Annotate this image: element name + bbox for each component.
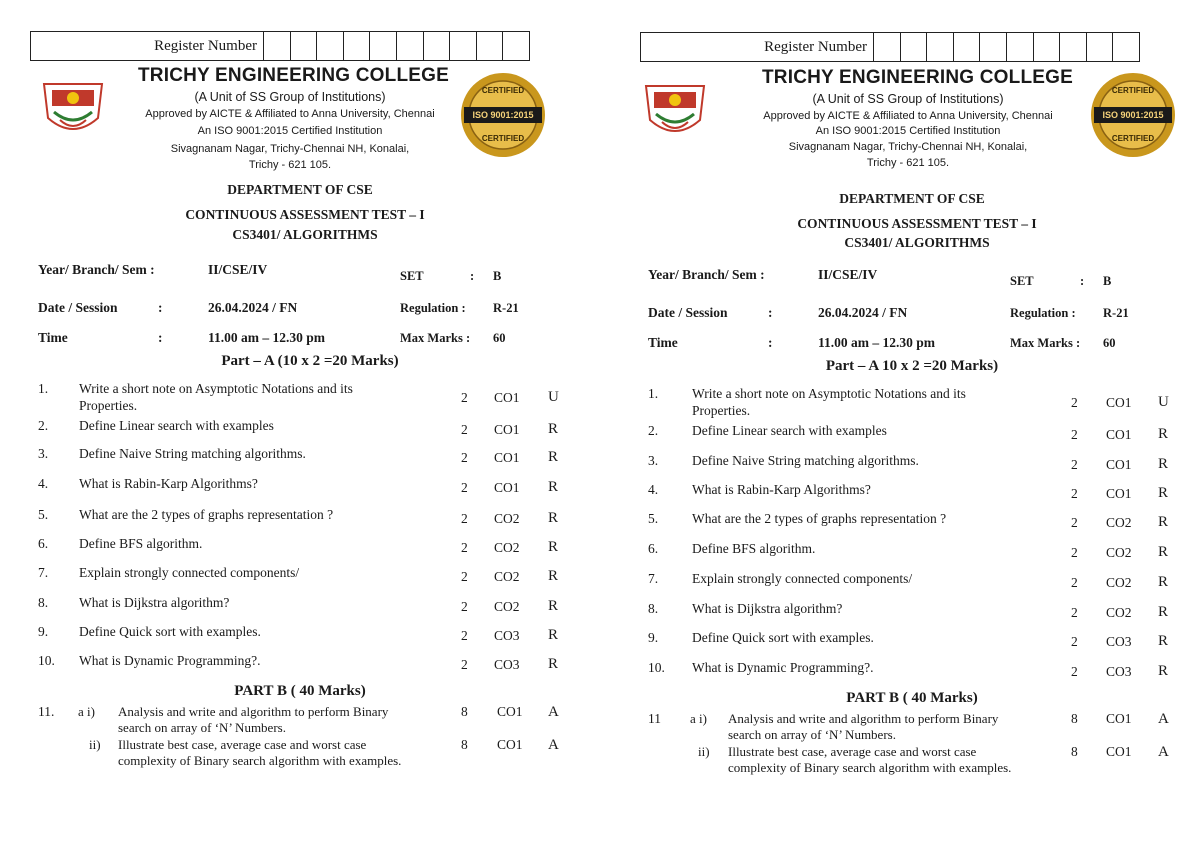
- question-number: 6.: [648, 541, 659, 556]
- regulation-label: Regulation :: [400, 301, 466, 315]
- question-co: CO1: [1106, 457, 1132, 472]
- register-digit-cell[interactable]: [397, 32, 424, 60]
- question-text: Explain strongly connected components/: [692, 571, 913, 586]
- question-marks: 8: [461, 737, 468, 752]
- question-number: 10.: [648, 660, 665, 675]
- seal-middle-text: ISO 9001:2015: [1102, 110, 1164, 120]
- question-co: CO1: [1106, 395, 1132, 410]
- question-marks: 8: [1071, 744, 1078, 759]
- iso-certified-seal: [1090, 72, 1176, 158]
- question-paper-left: [0, 0, 590, 849]
- question-co: CO2: [494, 569, 520, 584]
- question-number: 8.: [38, 595, 49, 610]
- date-colon: :: [158, 300, 163, 315]
- college-address-line1: Sivagnanam Nagar, Trichy-Chennai NH, Konalai,: [170, 143, 410, 155]
- register-digit-cell[interactable]: [901, 33, 928, 61]
- question-text: Define BFS algorithm.: [79, 536, 203, 551]
- question-co: CO2: [1106, 605, 1132, 620]
- question-text: What is Dijkstra algorithm?: [79, 595, 230, 610]
- time-value: 11.00 am – 12.30 pm: [818, 335, 936, 350]
- maxmarks-value: 60: [493, 331, 506, 345]
- register-number-box: [640, 32, 1140, 62]
- question-number: 4.: [648, 482, 659, 497]
- set-label: SET: [1010, 274, 1034, 288]
- question-co: CO1: [494, 422, 520, 437]
- register-digit-cell[interactable]: [291, 32, 318, 60]
- time-label: Time: [648, 335, 678, 350]
- question-level: R: [1158, 604, 1169, 620]
- regulation-label: Regulation :: [1010, 306, 1076, 320]
- date-value: 26.04.2024 / FN: [818, 305, 908, 320]
- question-number: 2.: [648, 423, 659, 438]
- part-b-heading: PART B ( 40 Marks): [234, 683, 366, 699]
- question-level: R: [548, 479, 559, 495]
- register-number-label: Register Number: [641, 33, 874, 61]
- question-level: A: [1158, 711, 1169, 727]
- iso-certified-seal: [460, 72, 546, 158]
- question-text: What are the 2 types of graphs representation ?: [79, 507, 334, 522]
- register-digit-cell[interactable]: [1034, 33, 1061, 61]
- college-logo-icon: [642, 80, 708, 142]
- college-address-line2: Trichy - 621 105.: [866, 157, 950, 169]
- college-iso: An ISO 9001:2015 Certified Institution: [815, 125, 1001, 137]
- register-digit-cell[interactable]: [1113, 33, 1139, 61]
- year-value: II/CSE/IV: [818, 267, 878, 282]
- question-number: 1.: [648, 386, 659, 401]
- question-co: CO3: [1106, 664, 1132, 679]
- question-level: R: [1158, 663, 1169, 679]
- question-text-continued: complexity of Binary search algorithm with examples.: [728, 760, 1012, 775]
- question-co: CO2: [1106, 575, 1132, 590]
- college-address-line1: Sivagnanam Nagar, Trichy-Chennai NH, Konalai,: [788, 141, 1028, 153]
- question-text-continued: Properties.: [79, 398, 138, 413]
- college-iso: An ISO 9001:2015 Certified Institution: [197, 125, 383, 137]
- question-co: CO1: [1106, 427, 1132, 442]
- question-co: CO3: [494, 657, 520, 672]
- question-text: What is Dijkstra algorithm?: [692, 601, 843, 616]
- question-number: 2.: [38, 418, 49, 433]
- question-co: CO2: [494, 599, 520, 614]
- part-a-heading: Part – A (10 x 2 =20 Marks): [221, 353, 399, 369]
- question-text-continued: search on array of ‘N’ Numbers.: [728, 727, 896, 742]
- seal-bottom-text: CERTIFIED: [1111, 134, 1155, 143]
- set-colon: :: [1080, 274, 1085, 288]
- sub-question-label: a i): [690, 711, 707, 726]
- college-logo-icon: [40, 78, 106, 140]
- college-name: TRICHY ENGINEERING COLLEGE: [762, 67, 1073, 88]
- question-level: R: [1158, 485, 1169, 501]
- question-marks: 2: [1071, 575, 1078, 590]
- question-level: U: [548, 389, 559, 405]
- register-digit-cell[interactable]: [370, 32, 397, 60]
- question-level: R: [1158, 426, 1169, 442]
- regulation-value: R-21: [1103, 306, 1129, 320]
- time-colon: :: [768, 335, 773, 350]
- question-co: CO1: [497, 704, 523, 719]
- question-co: CO1: [494, 390, 520, 405]
- register-digit-cell[interactable]: [503, 32, 529, 60]
- register-digit-cell[interactable]: [477, 32, 504, 60]
- question-number: 7.: [38, 565, 49, 580]
- question-marks: 2: [461, 480, 468, 495]
- question-level: R: [548, 421, 559, 437]
- set-colon: :: [470, 269, 475, 283]
- question-number: 8.: [648, 601, 659, 616]
- question-text: What is Rabin-Karp Algorithms?: [692, 482, 871, 497]
- question-number: 3.: [38, 446, 49, 461]
- seal-bottom-text: CERTIFIED: [481, 134, 525, 143]
- question-text: Define BFS algorithm.: [692, 541, 816, 556]
- seal-top-text: CERTIFIED: [481, 86, 525, 95]
- question-co: CO2: [1106, 515, 1132, 530]
- maxmarks-label: Max Marks :: [1010, 336, 1081, 350]
- question-level: A: [1158, 744, 1169, 760]
- regulation-value: R-21: [493, 301, 519, 315]
- register-digit-cell[interactable]: [980, 33, 1007, 61]
- register-digit-cell[interactable]: [874, 33, 901, 61]
- question-level: R: [1158, 514, 1169, 530]
- set-label: SET: [400, 269, 424, 283]
- year-label: Year/ Branch/ Sem :: [648, 267, 765, 282]
- question-co: CO1: [1106, 711, 1132, 726]
- maxmarks-value: 60: [1103, 336, 1116, 350]
- college-address-line2: Trichy - 621 105.: [248, 159, 332, 171]
- question-marks: 2: [1071, 486, 1078, 501]
- question-text: What is Dynamic Programming?.: [79, 653, 261, 668]
- sub-question-label: a i): [78, 704, 95, 719]
- question-co: CO1: [497, 737, 523, 752]
- test-title: CONTINUOUS ASSESSMENT TEST – I: [797, 216, 1037, 231]
- question-text-continued: complexity of Binary search algorithm with examples.: [118, 753, 402, 768]
- question-number: 1.: [38, 381, 49, 396]
- question-number: 9.: [38, 624, 49, 639]
- question-marks: 2: [1071, 395, 1078, 410]
- seal-top-text: CERTIFIED: [1111, 86, 1155, 95]
- year-value: II/CSE/IV: [208, 262, 268, 277]
- date-value: 26.04.2024 / FN: [208, 300, 298, 315]
- question-text: Write a short note on Asymptotic Notations and its: [79, 381, 353, 396]
- register-number-box: [30, 31, 530, 61]
- part-b-heading: PART B ( 40 Marks): [846, 690, 978, 706]
- register-digit-cell[interactable]: [424, 32, 451, 60]
- question-marks: 2: [461, 628, 468, 643]
- question-text: Define Naive String matching algorithms.: [692, 453, 919, 468]
- question-level: R: [548, 539, 559, 555]
- question-number: 4.: [38, 476, 49, 491]
- college-unit: (A Unit of SS Group of Institutions): [194, 90, 386, 104]
- question-text: Illustrate best case, average case and worst case: [118, 737, 367, 752]
- department-title: DEPARTMENT OF CSE: [839, 191, 985, 206]
- question-text: Analysis and write and algorithm to perform Binary: [118, 704, 389, 719]
- question-marks: 2: [1071, 605, 1078, 620]
- part-a-heading: Part – A 10 x 2 =20 Marks): [825, 358, 999, 374]
- question-co: CO3: [494, 628, 520, 643]
- question-level: U: [1158, 394, 1169, 410]
- time-label: Time: [38, 330, 68, 345]
- question-text: Analysis and write and algorithm to perform Binary: [728, 711, 999, 726]
- college-approval: Approved by AICTE & Affiliated to Anna University, Chennai: [763, 110, 1053, 122]
- question-text-continued: Properties.: [692, 403, 751, 418]
- question-number: 6.: [38, 536, 49, 551]
- question-number: 11: [648, 711, 661, 726]
- question-level: R: [1158, 544, 1169, 560]
- year-label: Year/ Branch/ Sem :: [38, 262, 155, 277]
- question-co: CO1: [494, 450, 520, 465]
- question-text: Define Naive String matching algorithms.: [79, 446, 306, 461]
- question-text: Define Linear search with examples: [79, 418, 274, 433]
- question-marks: 2: [1071, 664, 1078, 679]
- question-level: R: [548, 449, 559, 465]
- time-colon: :: [158, 330, 163, 345]
- question-marks: 8: [461, 704, 468, 719]
- question-level: R: [548, 510, 559, 526]
- question-text: Define Linear search with examples: [692, 423, 887, 438]
- test-title: CONTINUOUS ASSESSMENT TEST – I: [185, 207, 425, 222]
- question-paper-right: [612, 0, 1200, 849]
- question-level: R: [548, 598, 559, 614]
- college-approval: Approved by AICTE & Affiliated to Anna University, Chennai: [145, 108, 435, 120]
- question-text: What are the 2 types of graphs representation ?: [692, 511, 947, 526]
- register-digit-cell[interactable]: [317, 32, 344, 60]
- register-digit-cell[interactable]: [1007, 33, 1034, 61]
- question-co: CO2: [494, 511, 520, 526]
- question-text: Explain strongly connected components/: [79, 565, 300, 580]
- question-number: 5.: [38, 507, 49, 522]
- question-number: 9.: [648, 630, 659, 645]
- question-number: 11.: [38, 704, 55, 719]
- question-number: 10.: [38, 653, 55, 668]
- question-marks: 2: [1071, 634, 1078, 649]
- question-co: CO2: [1106, 545, 1132, 560]
- question-co: CO3: [1106, 634, 1132, 649]
- question-co: CO1: [494, 480, 520, 495]
- question-level: A: [548, 704, 559, 720]
- course-title: CS3401/ ALGORITHMS: [844, 235, 990, 250]
- question-level: R: [1158, 574, 1169, 590]
- question-text-continued: search on array of ‘N’ Numbers.: [118, 720, 286, 735]
- question-marks: 2: [461, 657, 468, 672]
- question-marks: 2: [461, 390, 468, 405]
- question-number: 3.: [648, 453, 659, 468]
- question-marks: 2: [461, 511, 468, 526]
- question-marks: 2: [1071, 515, 1078, 530]
- register-digit-cell[interactable]: [1060, 33, 1087, 61]
- department-title: DEPARTMENT OF CSE: [227, 182, 373, 197]
- college-name: TRICHY ENGINEERING COLLEGE: [138, 65, 449, 86]
- register-number-label: Register Number: [31, 32, 264, 60]
- question-level: R: [1158, 633, 1169, 649]
- question-text: Illustrate best case, average case and worst case: [728, 744, 977, 759]
- question-level: R: [548, 656, 559, 672]
- course-title: CS3401/ ALGORITHMS: [232, 227, 378, 242]
- question-marks: 2: [461, 599, 468, 614]
- set-value: B: [493, 269, 502, 283]
- question-level: A: [548, 737, 559, 753]
- question-level: R: [548, 627, 559, 643]
- question-level: R: [548, 568, 559, 584]
- maxmarks-label: Max Marks :: [400, 331, 471, 345]
- question-marks: 2: [1071, 545, 1078, 560]
- time-value: 11.00 am – 12.30 pm: [208, 330, 326, 345]
- question-text: Define Quick sort with examples.: [692, 630, 874, 645]
- question-co: CO1: [1106, 486, 1132, 501]
- register-digit-cell[interactable]: [344, 32, 371, 60]
- question-co: CO1: [1106, 744, 1132, 759]
- question-co: CO2: [494, 540, 520, 555]
- question-marks: 2: [461, 540, 468, 555]
- register-digit-cell[interactable]: [954, 33, 981, 61]
- sub-question-label: ii): [698, 744, 710, 759]
- register-digit-cell[interactable]: [1087, 33, 1114, 61]
- question-marks: 2: [461, 569, 468, 584]
- sub-question-label: ii): [89, 737, 101, 752]
- register-digit-cell[interactable]: [264, 32, 291, 60]
- question-number: 5.: [648, 511, 659, 526]
- question-marks: 2: [461, 450, 468, 465]
- college-unit: (A Unit of SS Group of Institutions): [812, 92, 1004, 106]
- date-label: Date / Session: [648, 305, 728, 320]
- question-marks: 2: [1071, 427, 1078, 442]
- question-marks: 2: [1071, 457, 1078, 472]
- question-text: What is Dynamic Programming?.: [692, 660, 874, 675]
- register-digit-cell[interactable]: [450, 32, 477, 60]
- set-value: B: [1103, 274, 1112, 288]
- question-level: R: [1158, 456, 1169, 472]
- date-label: Date / Session: [38, 300, 118, 315]
- date-colon: :: [768, 305, 773, 320]
- register-digit-cell[interactable]: [927, 33, 954, 61]
- question-text: Define Quick sort with examples.: [79, 624, 261, 639]
- question-number: 7.: [648, 571, 659, 586]
- seal-middle-text: ISO 9001:2015: [472, 110, 534, 120]
- question-text: What is Rabin-Karp Algorithms?: [79, 476, 258, 491]
- question-marks: 8: [1071, 711, 1078, 726]
- question-text: Write a short note on Asymptotic Notations and its: [692, 386, 966, 401]
- question-marks: 2: [461, 422, 468, 437]
